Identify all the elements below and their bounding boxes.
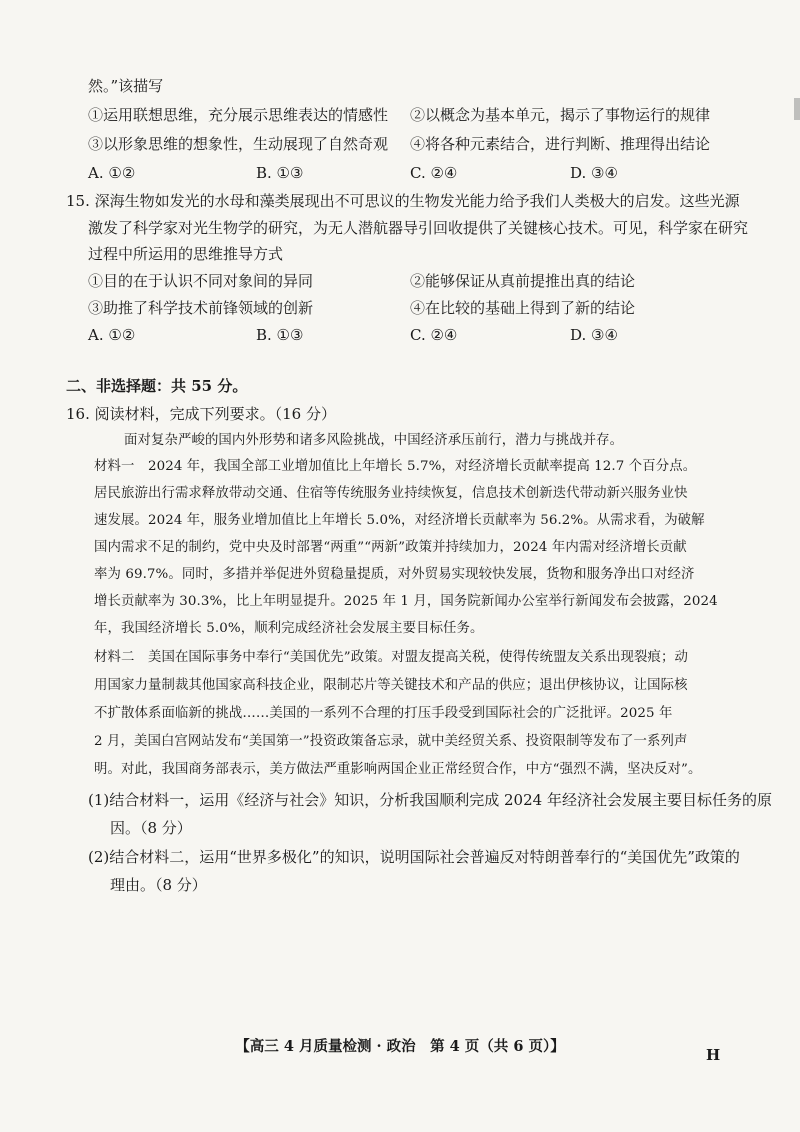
q15-choice-b: B. ①③ [256,326,304,344]
requirement-2-line-2: 理由。（8 分） [110,876,207,894]
requirement-2-line-1: (2)结合材料二，运用“世界多极化”的知识，说明国际社会普遍反对特朗普奉行的“美国优先”政策的 [88,848,740,866]
material-1-line: 增长贡献率为 30.3%，比上年明显提升。2025 年 1 月，国务院新闻办公室举行新闻发布会披露，2024 [94,594,718,609]
q15-stem-line-1: 15. 深海生物如发光的水母和藻类展现出不可思议的生物发光能力给予我们人类极大的启发。这些光源 [66,192,740,210]
q14-choice-d: D. ③④ [570,164,618,182]
material-1-line: 速发展。2024 年，服务业增加值比上年增长 5.0%，对经济增长贡献率为 56.2%。从需求看，为破解 [94,513,705,528]
material-1-line: 材料一 2024 年，我国全部工业增加值比上年增长 5.7%，对经济增长贡献率提高 12.7 个百分点。 [94,459,697,474]
q14-choice-c: C. ②④ [410,164,458,182]
material-2-line: 2 月，美国白宫网站发布“美国第一”投资政策备忘录，就中美经贸关系、投资限制等发布了一系列声 [94,734,688,749]
q15-choice-c: C. ②④ [410,326,458,344]
material-1-line: 居民旅游出行需求释放带动交通、住宿等传统服务业持续恢复，信息技术创新迭代带动新兴服务业快 [94,486,688,501]
q15-stem-line-3: 过程中所运用的思维推导方式 [88,245,284,263]
material-2-line: 材料二 美国在国际事务中奉行“美国优先”政策。对盟友提高关税，使得传统盟友关系出现裂痕；动 [94,650,688,665]
q14-continuation: 然。”该描写 [88,77,164,95]
material-1-line: 年，我国经济增长 5.0%，顺利完成经济社会发展主要目标任务。 [94,621,484,636]
q14-option-1: ①运用联想思维，充分展示思维表达的情感性 [88,106,389,124]
q15-choice-d: D. ③④ [570,326,618,344]
q15-option-2: ②能够保证从真前提推出真的结论 [410,272,636,290]
material-1-line: 国内需求不足的制约，党中央及时部署“两重”“两新”政策并持续加力，2024 年内需对经济增长贡献 [94,540,687,555]
q16-intro: 面对复杂严峻的国内外形势和诸多风险挑战，中国经济承压前行，潜力与挑战并存。 [124,433,624,448]
scan-edge-mark [794,98,800,120]
q16-heading: 16. 阅读材料，完成下列要求。（16 分） [66,405,336,423]
material-2-line: 明。对此，我国商务部表示，美方做法严重影响两国企业正常经贸合作，中方“强烈不满，坚决反对”。 [94,762,702,777]
q14-option-4: ④将各种元素结合，进行判断、推理得出结论 [410,135,711,153]
q15-option-4: ④在比较的基础上得到了新的结论 [410,299,636,317]
q14-option-3: ③以形象思维的想象性，生动展现了自然奇观 [88,135,389,153]
q15-stem-line-2: 激发了科学家对光生物学的研究，为无人潜航器导引回收提供了关键核心技术。可见，科学家在研究 [88,219,749,237]
requirement-1-line-1: (1)结合材料一，运用《经济与社会》知识，分析我国顺利完成 2024 年经济社会发展主要目标任务的原 [88,791,772,809]
paper-version-letter: H [706,1046,721,1064]
requirement-1-line-2: 因。（8 分） [110,819,192,837]
q15-choice-a: A. ①② [88,326,136,344]
page-footer: 【高三 4 月质量检测 · 政治 第 4 页（共 6 页）】 [235,1038,565,1055]
material-2-line: 用国家力量制裁其他国家高科技企业，限制芯片等关键技术和产品的供应；退出伊核协议，让国际核 [94,678,688,693]
q14-choice-a: A. ①② [88,164,136,182]
q15-option-1: ①目的在于认识不同对象间的异同 [88,272,314,290]
q14-option-2: ②以概念为基本单元，揭示了事物运行的规律 [410,106,711,124]
section-heading: 二、非选择题：共 55 分。 [66,377,248,395]
q14-choice-b: B. ①③ [256,164,304,182]
q15-option-3: ③助推了科学技术前锋领域的创新 [88,299,314,317]
material-2-line: 不扩散体系面临新的挑战……美国的一系列不合理的打压手段受到国际社会的广泛批评。2025 年 [94,706,673,721]
material-1-line: 率为 69.7%。同时，多措并举促进外贸稳量提质，对外贸易实现较快发展，货物和服务净出口对经济 [94,567,695,582]
